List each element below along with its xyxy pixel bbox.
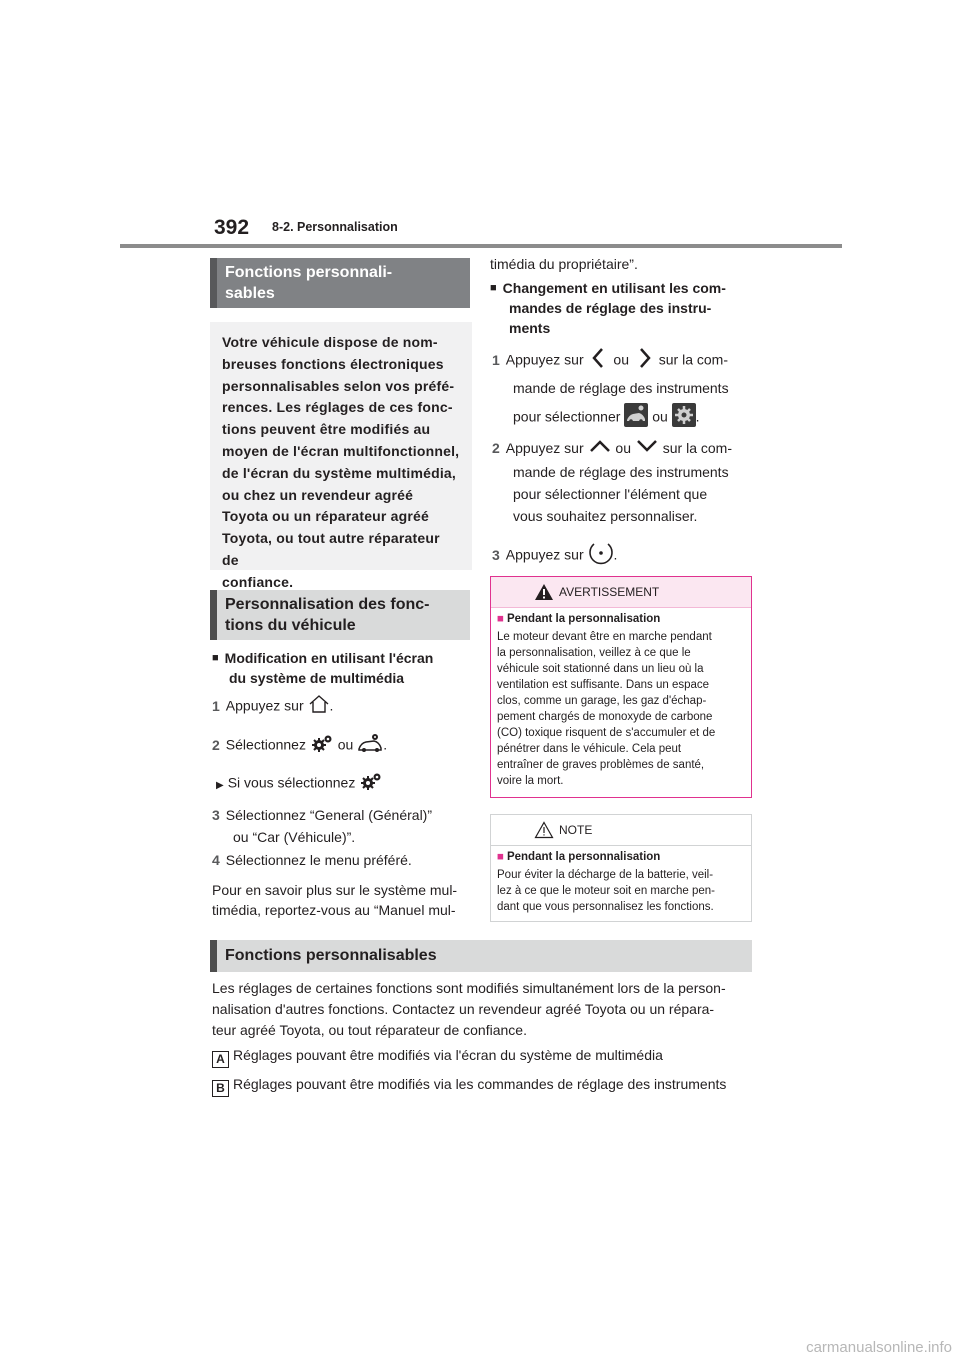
note-box — [490, 814, 752, 922]
heading-fonctions-personnalisables-bottom — [210, 940, 752, 972]
instr-step-3 — [492, 540, 754, 572]
intro-line: confiance. — [222, 573, 294, 590]
legend-tag-a: A — [212, 1051, 229, 1068]
warning-line: voire la mort. — [497, 775, 564, 787]
step-number: 4 — [212, 852, 220, 868]
step-3 — [212, 804, 482, 848]
step-or: ou — [613, 351, 629, 368]
intro-line: Toyota, ou tout autre réparateur de — [222, 530, 440, 568]
step-or: ou — [615, 440, 631, 456]
warning-subtitle — [497, 613, 751, 625]
heading-line: Fonctions personnalisables — [225, 947, 437, 964]
warning-label: AVERTISSEMENT — [559, 585, 660, 599]
intro-line: de l'écran du système multimédia, — [222, 464, 457, 481]
arrow-text: Si vous sélectionnez — [227, 774, 356, 791]
ok-button-icon — [588, 540, 614, 572]
warning-box — [490, 576, 752, 798]
step-text: Sélectionnez le menu préféré. — [225, 852, 412, 868]
note-line: Pour éviter la décharge de la batterie, veil- — [497, 869, 714, 881]
step-number: 2 — [492, 440, 500, 456]
heading-line: Fonctions personnali- — [225, 264, 393, 281]
step-end: . — [383, 736, 388, 753]
warning-line: ventilation est suffisante. Dans un espace — [497, 679, 710, 691]
step-text: pour sélectionner — [513, 408, 621, 425]
legend-tag-b: B — [212, 1080, 229, 1097]
step-number: 3 — [212, 807, 220, 823]
step-text: Appuyez sur — [505, 351, 584, 368]
warning-line: pénétrer dans le véhicule. Cela peut — [497, 743, 682, 755]
step-1 — [212, 694, 472, 720]
step-number: 2 — [212, 736, 220, 753]
subheading-line: mandes de réglage des instru- — [509, 300, 712, 316]
legend-text: Réglages pouvant être modifiés via l'écran du système de multimédia — [233, 1047, 663, 1063]
home-icon — [308, 694, 330, 720]
heading-fonctions-personnalisables — [210, 258, 470, 308]
step-text: ou “Car (Véhicule)”. — [233, 829, 356, 845]
step-text: Sélectionnez “General (Général)” — [225, 807, 433, 823]
car-settings-icon — [357, 733, 383, 759]
arrow-note — [216, 771, 476, 797]
step-text: mande de réglage des instruments — [513, 464, 729, 481]
step-number: 1 — [492, 351, 500, 368]
warning-line: pement chargés de monoxyde de carbone — [497, 711, 713, 723]
square-bullet-icon: ■ — [490, 282, 497, 294]
intro-box — [210, 322, 472, 590]
subheading-instruments — [490, 278, 752, 338]
intro-line: ou chez un revendeur agréé — [222, 486, 414, 503]
warning-body — [497, 629, 743, 789]
instr-step-1 — [492, 346, 754, 433]
triangle-arrow-icon: ▶ — [216, 779, 224, 791]
warning-header — [491, 577, 751, 608]
intro-line: rences. Les réglages de ces fonc- — [222, 399, 453, 416]
step-end: . — [613, 546, 618, 563]
instr-step-2 — [492, 437, 754, 527]
warning-line: véhicule soit stationné dans un lieu où la — [497, 663, 704, 675]
bottom-paragraph — [212, 978, 757, 1041]
note-header — [491, 815, 751, 846]
paragraph-line: nalisation d'autres fonctions. Contactez un revendeur agréé Toyota ou un répara- — [212, 1001, 715, 1017]
chevron-left-icon — [588, 346, 610, 376]
gear-display-icon — [672, 403, 696, 433]
warning-triangle-icon — [534, 583, 554, 606]
subheading-line: Changement en utilisant les com- — [502, 280, 726, 296]
paragraph-line: Les réglages de certaines fonctions sont modifiés simultanément lors de la person- — [212, 980, 726, 996]
warning-line: (CO) toxique risquent de s'accumuler et de — [497, 727, 716, 739]
page-number: 392 — [214, 216, 250, 239]
step-or: ou — [652, 408, 668, 425]
step-or: ou — [337, 736, 354, 753]
step-text: pour sélectionner l'élément que — [513, 486, 708, 503]
note-line: dant que vous personnalisez les fonctions. — [497, 901, 714, 913]
step-number: 3 — [492, 546, 500, 563]
step-text: sur la com- — [658, 351, 728, 368]
warning-line: Le moteur devant être en marche pendant — [497, 631, 712, 643]
note-body — [497, 867, 743, 915]
square-bullet-icon: ■ — [212, 652, 219, 664]
settings-gears-icon — [359, 771, 383, 797]
legend-b — [212, 1073, 757, 1097]
watermark: carmanualsonline.info — [806, 1339, 952, 1356]
car-display-icon — [624, 403, 648, 433]
caution-triangle-icon — [534, 821, 554, 844]
step-text: vous souhaitez personnaliser. — [513, 508, 698, 525]
step-text: sur la com- — [662, 440, 732, 456]
warning-subtitle-text: Pendant la personnalisation — [506, 613, 661, 625]
subheading-line: Modification en utilisant l'écran — [224, 650, 434, 666]
step-text: Appuyez sur — [505, 546, 584, 563]
heading-personnalisation — [210, 590, 470, 640]
square-bullet-icon: ■ — [497, 851, 504, 863]
step-text: Sélectionnez — [225, 736, 306, 753]
legend-text: Réglages pouvant être modifiés via les commandes de réglage des instruments — [233, 1076, 727, 1092]
intro-line: personnalisables selon vos préfé- — [222, 377, 455, 394]
intro-line: Toyota ou un réparateur agréé — [222, 508, 430, 525]
chevron-up-icon — [588, 438, 612, 460]
heading-line: Personnalisation des fonc- — [225, 596, 430, 613]
step-text: Appuyez sur — [505, 440, 584, 456]
step-end: . — [329, 697, 334, 714]
header-divider — [120, 244, 842, 248]
chevron-right-icon — [633, 346, 655, 376]
intro-line: Votre véhicule dispose de nom- — [222, 334, 438, 350]
intro-line: moyen de l'écran multifonctionnel, — [222, 442, 460, 459]
step-text: mande de réglage des instruments — [513, 380, 729, 396]
step-text: Appuyez sur — [225, 697, 304, 714]
step-2 — [212, 733, 472, 759]
heading-line: sables — [225, 285, 275, 302]
legend-a — [212, 1044, 757, 1068]
warning-line: clos, comme un garage, les gaz d'échap- — [497, 695, 707, 707]
warning-line: la personnalisation, veillez à ce que le — [497, 647, 691, 659]
subheading-multimedia — [212, 648, 472, 688]
step-4 — [212, 849, 482, 871]
warning-line: entraîner de graves problèmes de santé, — [497, 759, 705, 771]
square-bullet-icon: ■ — [497, 613, 504, 625]
note-subtitle-text: Pendant la personnalisation — [506, 851, 661, 863]
step-end: . — [695, 408, 700, 425]
subheading-line: ments — [509, 320, 551, 336]
note-subtitle — [497, 851, 751, 863]
paragraph-line: teur agréé Toyota, ou tout réparateur de confiance. — [212, 1022, 527, 1038]
paragraph-line: timédia, reportez-vous au “Manuel mul- — [212, 902, 456, 918]
intro-line: breuses fonctions électroniques — [222, 355, 444, 372]
intro-line: tions peuvent être modifiés au — [222, 421, 431, 438]
step-number: 1 — [212, 697, 220, 714]
heading-line: tions du véhicule — [225, 617, 356, 634]
subheading-line: du système de multimédia — [229, 670, 405, 686]
settings-gears-icon — [310, 733, 334, 759]
section-title: 8-2. Personnalisation — [272, 220, 398, 234]
chevron-down-icon — [635, 438, 659, 460]
note-line: lez à ce que le moteur soit en marche pen- — [497, 885, 715, 897]
paragraph-continued: timédia du propriétaire”. — [490, 256, 638, 272]
note-label: NOTE — [559, 823, 593, 837]
paragraph-manuel — [212, 880, 484, 920]
paragraph-line: Pour en savoir plus sur le système mul- — [212, 882, 458, 898]
